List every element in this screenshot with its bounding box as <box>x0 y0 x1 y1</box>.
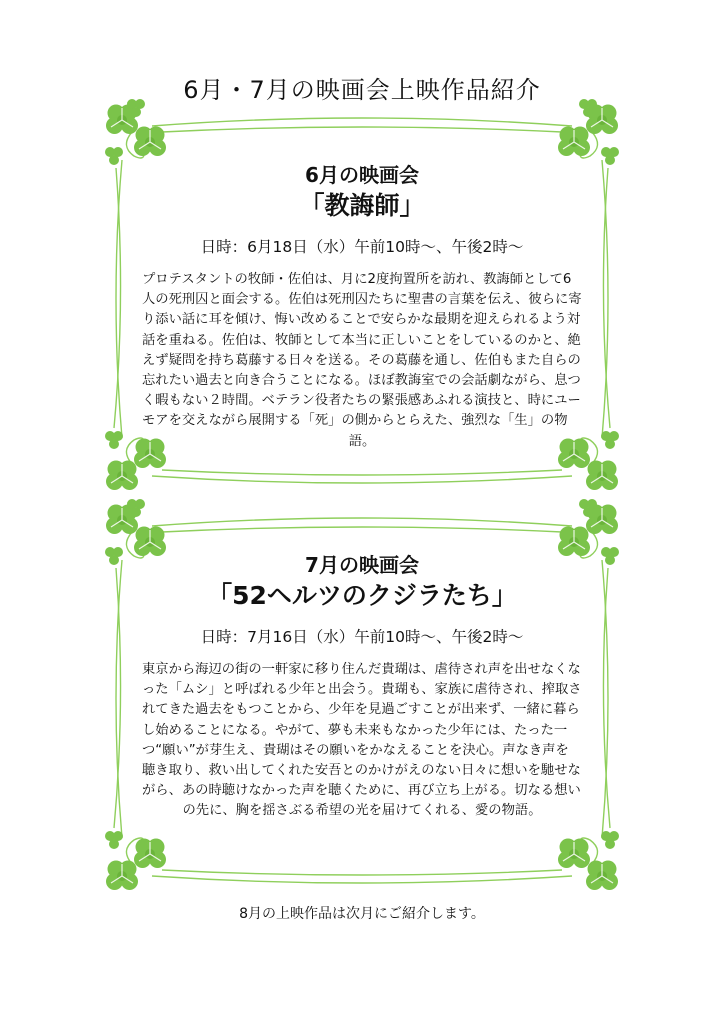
screening-schedule: 日時：7月16日（水）午前10時～、午後2時～ <box>200 628 524 646</box>
event-label: 6月の映画会 <box>305 163 419 187</box>
film-title: 「教誨師」 <box>299 191 425 220</box>
film-synopsis: 東京から海辺の街の一軒家に移り住んだ貴瑚は、虐待され声を出せなくなった「ムシ」と呼ばれる少年と出会う。貴瑚も、家族に虐待され、搾取されてきた過去をもつことから、少年を見過ごすことが出来ず、一緒に暮らし始めることになる。やがて、夢も未来もなかった少年には、たった一つ“願い”が芽生え、貴瑚はその願いをかなえることを決心。声なき声を聴き取り、救い出してくれた安吾とのかけがえのない日々に想いを馳せながら、あの時聴けなかった声を聴くために、再び立ち上がる。切なる想いの先に、胸を揺さぶる希望の光を届けてくれる、愛の物語。 <box>142 662 582 819</box>
event-label: 7月の映画会 <box>305 553 419 577</box>
event-panel-july <box>92 498 632 898</box>
page-title: 6月・7月の映画会上映作品紹介 <box>183 76 541 104</box>
film-title: 「52ヘルツのクジラたち」 <box>207 581 517 610</box>
footer-note: 8月の上映作品は次月にご紹介します。 <box>239 906 485 922</box>
event-panel-june <box>92 98 632 498</box>
film-synopsis: プロテスタントの牧師・佐伯は、月に2度拘置所を訪れ、教誨師として6人の死刑囚と面会する。佐伯は死刑囚たちに聖書の言葉を伝え、彼らに寄り添い話に耳を傾け、悔い改めることで安らかな最期を迎えられるよう対話を重ねる。佐伯は、牧師として本当に正しいことをしているのかと、絶えず疑問を持ち葛藤する日々を送る。その葛藤を通し、佐伯もまた自らの忘れたい過去と向き合うことになる。ほぼ教誨室での会話劇ながら、息つく暇もない２時間。ベテラン役者たちの緊張感あふれる演技と、時にユーモアを交えながら展開する「死」の側からとらえた、強烈な「生」の物語。 <box>142 272 582 449</box>
screening-schedule: 日時：6月18日（水）午前10時～、午後2時～ <box>200 238 524 256</box>
